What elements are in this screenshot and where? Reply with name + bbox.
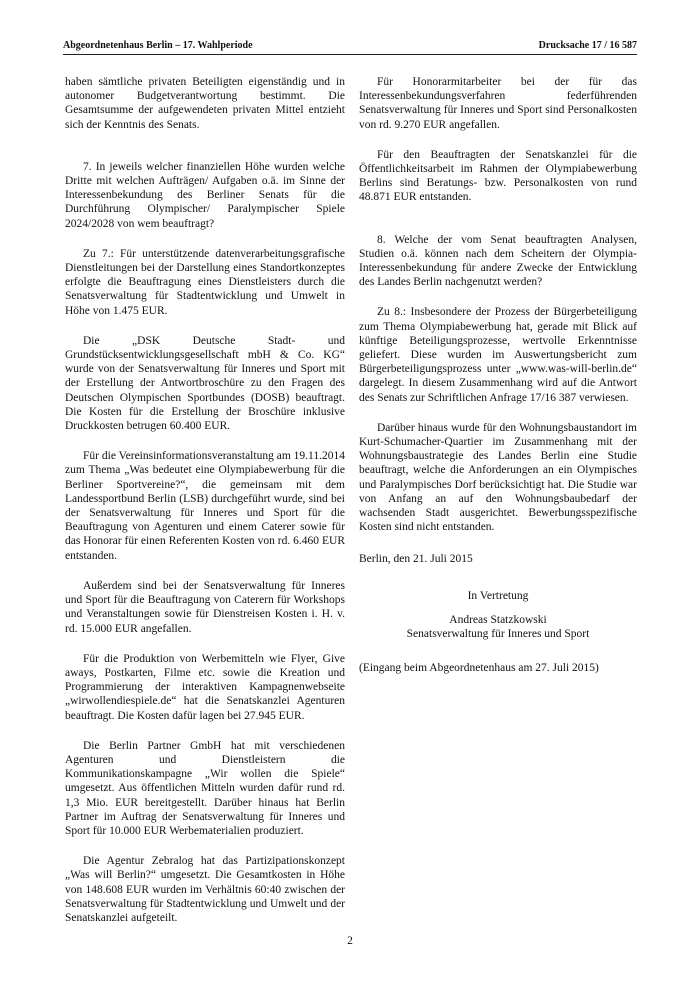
left-column [65, 75, 345, 941]
header-document-number: Drucksache 17 / 16 587 [538, 40, 637, 51]
answer-7-caterer: Außerdem sind bei der Senatsverwaltung für Inneres und Sport für die Beauftragung von Caterern für Workshops und Veranstaltungen sowie für Dienstreisen Kosten i. H. v. rd. 15.000 EUR angefallen. [65, 579, 345, 635]
signer-office: Senatsverwaltung für Inneres und Sport [406, 628, 590, 641]
question-7: 7. In jeweils welcher finanziellen Höhe wurden welche Dritte mit welchen Aufträgen/ Aufgaben o.ä. im Sinne der Interessenbekundung des Berliner Senats für die Durchführung Olympischer/ Paralympischer Spiele 2024/2028 von wem beauftragt? [65, 160, 345, 230]
answer-8-studie: Darüber hinaus wurde für den Wohnungsbaustandort im Kurt-Schumacher-Quartier im Zusammenhang mit der Wohnungsbaustrategie des Landes Berlin eine Studie beauftragt, welche die Anforderungen an ein Olympisches und Paralympisches Dorf berücksichtigt hat. Die Studie war von Anfang an auf den Wohnungsbaubedarf der wachsenden Stadt ausgerichtet. Bewerbungsspezifische Kosten sind nicht entstanden. [359, 421, 637, 534]
answer-7-intro: Zu 7.: Für unterstützende datenverarbeitungsgrafische Dienstleitungen bei der Darstellung eines Standortkonzeptes erfolgte die Beauftragung eines Dienstleisters durch die Senatsverwaltung für Stadtentwicklung und Umwelt in Höhe von 1.475 EUR. [65, 247, 345, 317]
paragraph-continuation: haben sämtliche privaten Beteiligten eigenständig und in autonomer Budgetverantwortung bestimmt. Die Gesamtsumme der aufgewendeten privaten Mittel entzieht sich der Kenntnis des Senats. [65, 76, 345, 131]
question-8: 8. Welche der vom Senat beauftragten Analysen, Studien o.ä. können nach dem Scheitern der Olympia-Interessenbekundung für andere Zwecke der Entwicklung des Landes Berlin nachgenutzt werden? [359, 233, 637, 289]
right-column [359, 75, 637, 692]
receipt-note: (Eingang beim Abgeordnetenhaus am 27. Juli 2015) [359, 662, 599, 675]
place-date: Berlin, den 21. Juli 2015 [359, 553, 473, 566]
answer-8-intro: Zu 8.: Insbesondere der Prozess der Bürgerbeteiligung zum Thema Olympiabewerbung hat, gerade mit Blick auf künftige Beteiligungsprozesse, wertvolle Erkenntnisse geliefert. Diese wurden im Auswertungsbericht zum Bürgerbeteiligungsprozess unter „www.was-will-berlin.de“ dargelegt. In diesem Zusammenhang wird auf die Antwort des Senats zur Schriftlichen Anfrage 17/16 387 verwiesen. [359, 306, 637, 404]
answer-7-honorar: Für Honorarmitarbeiter bei der für das Interessenbekundungsverfahren federführenden Senatsverwaltung für Inneres und Sport sind Personalkosten von rd. 9.270 EUR angefallen. [359, 76, 637, 131]
answer-7-zebralog: Die Agentur Zebralog hat das Partizipationskonzept „Was will Berlin?“ umgesetzt. Die Gesamtkosten in Höhe von 148.608 EUR wurden im Verhältnis 60:40 zwischen der Senatsverwaltung für Stadtentwicklung und Umwelt und der Senatskanzlei aufgeteilt. [65, 855, 345, 924]
signer-name: Andreas Statzkowski [449, 613, 547, 626]
answer-7-dsk: Die „DSK Deutsche Stadt- und Grundstücksentwicklungsgesellschaft mbH & Co. KG“ wurde von der Senatsverwaltung für Inneres und Sport mit der Erstellung der Antwortbroschüre zu den Fragen des Deutschen Olympischen Sportbundes (DOSB) beauftragt. Die Kosten für die Erstellung der Broschüre inklusive Druckkosten betrugen 60.400 EUR. [65, 334, 345, 433]
header-parliament: Abgeordnetenhaus Berlin – 17. Wahlperiode [63, 40, 253, 51]
answer-7-werbemittel: Für die Produktion von Werbemitteln wie Flyer, Give aways, Postkarten, Filme etc. sowie die Kreation und Programmierung der interaktiven Kampagnenwebseite „wirwollendiespiele.de“ hat die Senatskanzlei Agenturen beauftragt. Die Kosten dafür lagen bei 27.945 EUR. [65, 652, 345, 722]
in-vertretung: In Vertretung [467, 589, 529, 602]
answer-7-berlin-partner: Die Berlin Partner GmbH hat mit verschiedenen Agenturen und Dienstleistern die Kommunikationskampagne „Wir wollen die Spiele“ umgesetzt. Aus öffentlichen Mitteln wurden dafür rund rd. 1,3 Mio. EUR bereitgestellt. Darüber hinaus hat Berlin Partner im Auftrag der Senatsverwaltung für Inneres und Sport für 10.000 EUR Werbematerialien produziert. [65, 739, 345, 837]
page-header [63, 40, 637, 55]
answer-7-vereinsinfo: Für die Vereinsinformationsveranstaltung am 19.11.2014 zum Thema „Was bedeutet eine Olympiabewerbung für die Berliner Sportvereine?“, die gemeinsam mit dem Landessportbund Berlin (LSB) durchgeführt wurde, sind bei der Senatsverwaltung für Inneres und Sport für die Beauftragung von Agenturen und einem Caterer sowie für das Honorar für einen Referenten Kosten von rd. 6.460 EUR entstanden. [65, 450, 345, 562]
answer-7-beauftragter: Für den Beauftragten der Senatskanzlei für die Öffentlichkeitsarbeit im Rahmen der Olympiabewerbung Berlins sind Beratungs- bzw. Personalkosten von rund 48.871 EUR entstanden. [359, 148, 637, 204]
page-number: 2 [347, 935, 353, 947]
